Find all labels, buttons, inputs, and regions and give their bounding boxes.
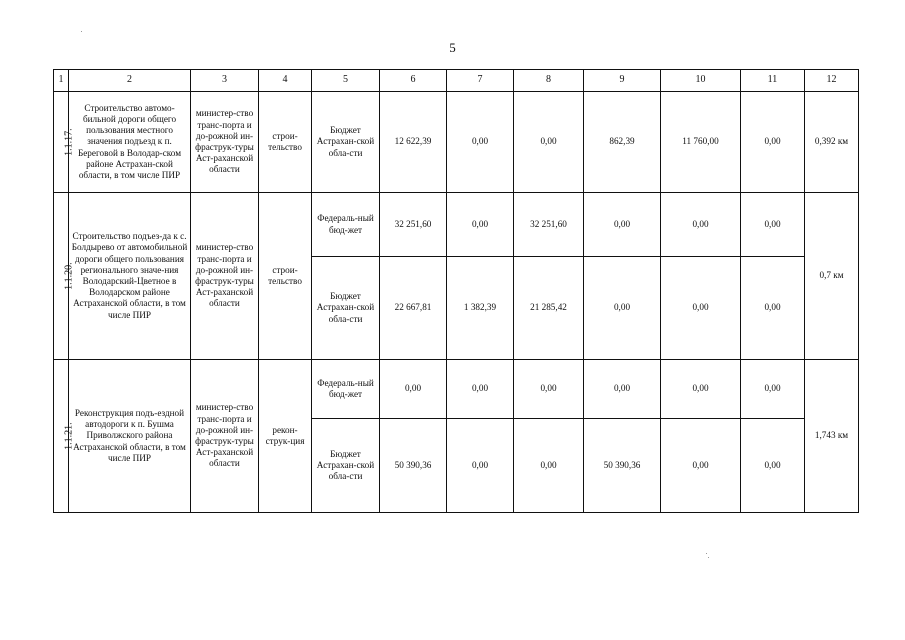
row-number-cell — [54, 92, 75, 193]
customer: министер-ство транс-порта и до-рожной ин-фраструк-туры Аст-раханской области — [191, 193, 259, 360]
column-header: 5 — [312, 70, 380, 92]
value-cell: 1 382,39 — [447, 257, 514, 360]
value-cell: 0,00 — [380, 360, 447, 419]
value-cell: 0,00 — [447, 92, 514, 193]
scan-speck — [81, 31, 82, 32]
value-cell: 0,00 — [741, 193, 805, 257]
work-type: строи-тельство — [259, 193, 312, 360]
value-cell: 21 285,42 — [514, 257, 584, 360]
object-name: Реконструкция подъ-ездной автодороги к п. Бушма Приволжского района Астраханской области, в том числе ПИР — [69, 360, 191, 513]
customer: министер-ство транс-порта и до-рожной ин-фраструк-туры Аст-раханской области — [191, 92, 259, 193]
row-number: 1.1.17. — [63, 128, 75, 156]
value-cell: 0,00 — [447, 360, 514, 419]
value-cell: 50 390,36 — [584, 419, 661, 513]
column-header: 8 — [514, 70, 584, 92]
value-cell: 22 667,81 — [380, 257, 447, 360]
column-header: 1 — [54, 70, 69, 92]
value-cell: 0,00 — [741, 419, 805, 513]
row-number-cell — [54, 360, 75, 513]
value-cell: 0,00 — [661, 360, 741, 419]
value-cell: 0,00 — [741, 257, 805, 360]
object-name: Строительство автомо-бильной дороги общего пользования местного значения подъезд к п. Береговой в Володар-ском районе Астрахан-ской области, в том числе ПИР — [69, 92, 191, 193]
length-cell: 0,7 км — [805, 193, 859, 360]
value-cell: 0,00 — [447, 419, 514, 513]
value-cell: 0,00 — [514, 360, 584, 419]
column-header: 9 — [584, 70, 661, 92]
scan-speck — [706, 553, 707, 554]
page-number: 5 — [449, 40, 456, 55]
row-number: 1.1.20. — [63, 262, 75, 290]
column-header: 10 — [661, 70, 741, 92]
column-header: 3 — [191, 70, 259, 92]
work-type: рекон-струк-ция — [259, 360, 312, 513]
length-cell: 1,743 км — [805, 360, 859, 513]
value-cell: 0,00 — [741, 360, 805, 419]
value-cell: 32 251,60 — [514, 193, 584, 257]
table-row — [54, 92, 859, 193]
budget-table — [53, 69, 859, 513]
row-number: 1.1.21. — [63, 422, 75, 450]
value-cell: 12 622,39 — [380, 92, 447, 193]
value-cell: 862,39 — [584, 92, 661, 193]
funding-source: Бюджет Астрахан-ской обла-сти — [312, 257, 380, 360]
scan-speck — [708, 557, 709, 558]
column-header: 4 — [259, 70, 312, 92]
value-cell: 0,00 — [741, 92, 805, 193]
value-cell: 32 251,60 — [380, 193, 447, 257]
object-name: Строительство подъез-да к с. Болдырево от автомобильной дороги общего пользования регионального значе-ния Володарский-Цветное в Володарском районе Астраханской области, в том числе ПИР — [69, 193, 191, 360]
value-cell: 0,00 — [584, 193, 661, 257]
value-cell: 0,00 — [661, 419, 741, 513]
work-type: строи-тельство — [259, 92, 312, 193]
funding-source: Федераль-ный бюд-жет — [312, 360, 380, 419]
table-row — [54, 360, 859, 419]
column-header: 6 — [380, 70, 447, 92]
value-cell: 0,00 — [584, 257, 661, 360]
column-header: 7 — [447, 70, 514, 92]
value-cell: 0,00 — [584, 360, 661, 419]
customer: министер-ство транс-порта и до-рожной ин-фраструк-туры Аст-раханской области — [191, 360, 259, 513]
value-cell: 0,00 — [514, 419, 584, 513]
value-cell: 0,00 — [514, 92, 584, 193]
header-row — [54, 70, 859, 92]
value-cell: 50 390,36 — [380, 419, 447, 513]
value-cell: 0,00 — [661, 257, 741, 360]
funding-source: Бюджет Астрахан-ской обла-сти — [312, 92, 380, 193]
table-row — [54, 193, 859, 257]
row-number-cell — [54, 193, 75, 360]
funding-source: Бюджет Астрахан-ской обла-сти — [312, 419, 380, 513]
column-header: 12 — [805, 70, 859, 92]
length-cell: 0,392 км — [805, 92, 859, 193]
column-header: 11 — [741, 70, 805, 92]
funding-source: Федераль-ный бюд-жет — [312, 193, 380, 257]
value-cell: 11 760,00 — [661, 92, 741, 193]
column-header: 2 — [69, 70, 191, 92]
value-cell: 0,00 — [447, 193, 514, 257]
value-cell: 0,00 — [661, 193, 741, 257]
